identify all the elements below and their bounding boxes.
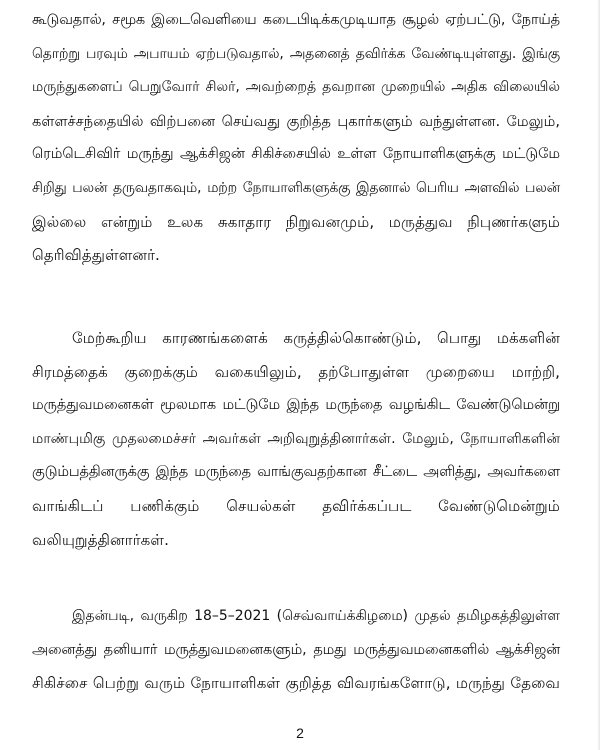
text-line: மருந்துகளைப் பெறுவோர் சிலர், அவற்றைத் தவறான முறையில் அதிக விலையில் (32, 79, 560, 96)
text-line: சிறிது பலன் தருவதாகவும், மற்ற நோயாளிகளுக்கு இதனால் பெரிய அளவில் பலன் (32, 179, 560, 196)
text-line: வலியுறுத்தினார்கள். (32, 530, 169, 549)
text-line: சிரமத்தைக் குறைக்கும் வகையிலும், தற்போதுள்ள முறையை மாற்றி, (32, 362, 560, 381)
text-line: தொற்று பரவும் அபாயம் ஏற்படுவதால், அதனைத் தவிர்க்க வேண்டியுள்ளது. இங்கு (32, 45, 560, 62)
text-line: வாங்கிடப் பணிக்கும் செயல்கள் தவிர்க்கப்பட வேண்டுமென்றும் (32, 496, 560, 515)
page-number: 2 (296, 725, 304, 741)
text-line: அனைத்து தனியார் மருத்துவமனைகளும், தமது மருத்துவமனைகளில் ஆக்சிஜன் (32, 641, 560, 658)
text-line: இல்லை என்றும் உலக சுகாதார நிறுவனமும், மருத்துவ நிபுணர்களும் (32, 212, 560, 231)
text-line: குடும்பத்தினருக்கு இந்த மருந்தை வாங்குவதற்கான சீட்டை அளித்து, அவர்களை (32, 464, 560, 481)
text-line: மேற்கூறிய காரணங்களைக் கருத்தில்கொண்டும், பொது மக்களின் (72, 329, 560, 347)
text-line: கூடுவதால், சமூக இடைவெளியை கடைபிடிக்கமுடியாத சூழல் ஏற்பட்டு, நோய்த் (32, 12, 560, 28)
paragraph-1 (32, 4, 560, 273)
text-line: தெரிவித்துள்ளனர். (32, 246, 160, 265)
text-line: மாண்புமிகு முதலமைச்சர் அவர்கள் அறிவுறுத்தினார்கள். மேலும், நோயாளிகளின் (32, 430, 560, 447)
text-line: சிகிச்சை பெற்று வரும் நோயாளிகள் குறித்த விவரங்களோடு, மருந்து தேவை (32, 674, 560, 693)
text-line: மருத்துவமனைகள் மூலமாக மட்டுமே இந்த மருந்தை வழங்கிட வேண்டுமென்று (32, 397, 560, 414)
text-line: இதன்படி, வருகிற 18–5–2021 (செவ்வாய்க்கிழமை) முதல் தமிழகத்திலுள்ள (72, 608, 560, 624)
text-line: கள்ளச்சந்தையில் விற்பனை செய்வது குறித்த புகார்களும் வந்துள்ளன. மேலும், (32, 112, 560, 130)
paragraph-3 (32, 600, 560, 701)
text-line: ரெம்டெசிவிர் மருந்து ஆக்சிஜன் சிகிச்சையில் உள்ள நோயாளிகளுக்கு மட்டுமே (32, 146, 560, 163)
paragraph-2 (32, 322, 560, 557)
